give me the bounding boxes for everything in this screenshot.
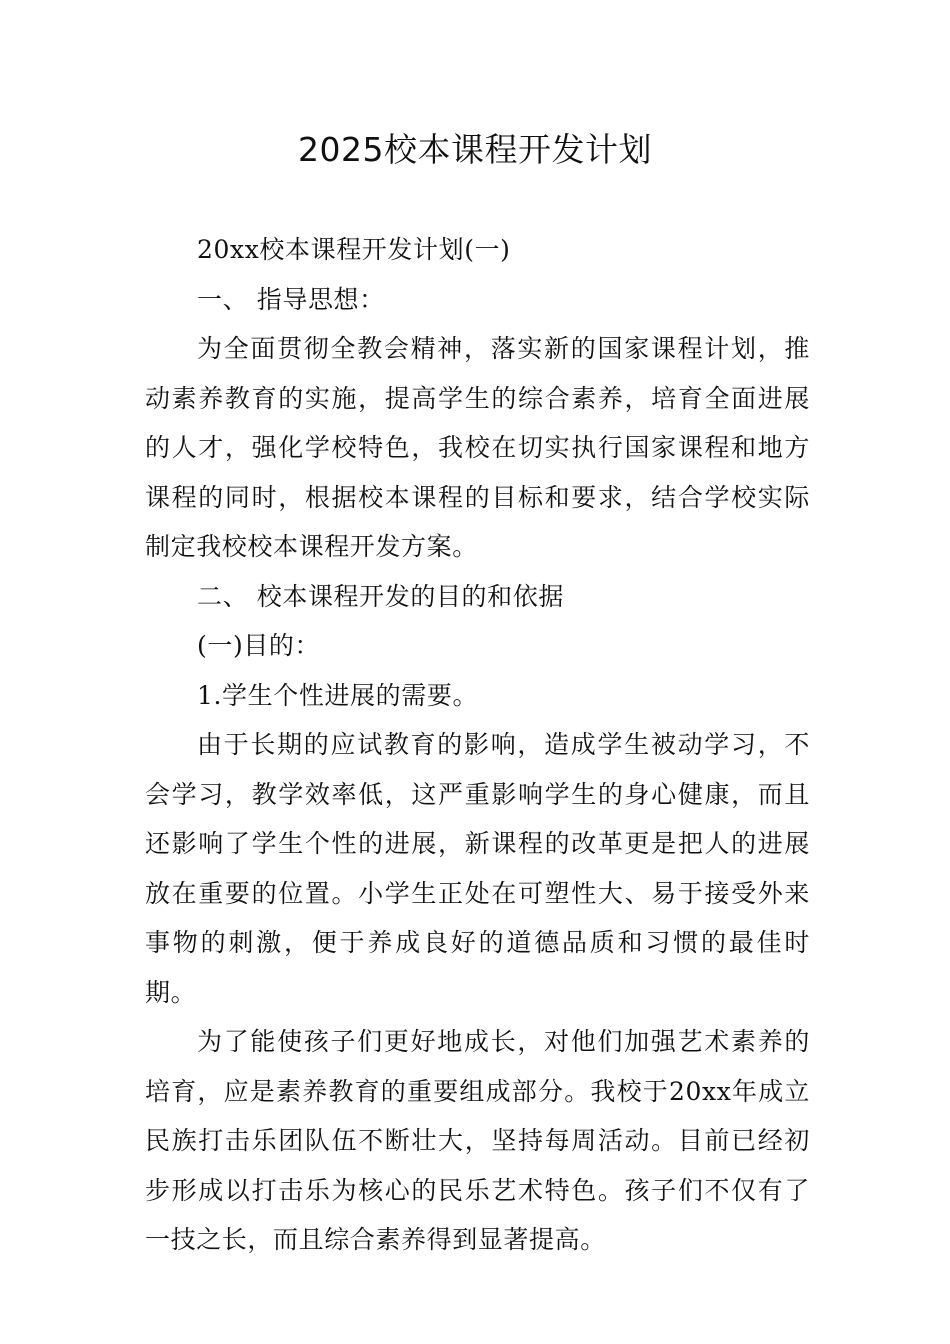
section-heading-guiding-thought: 一、 指导思想： bbox=[197, 284, 385, 314]
paragraph-guiding-thought: 为全面贯彻全教会精神，落实新的国家课程计划，推动素养教育的实施，提高学生的综合素养，培育全面进展的人才，强化学校特色，我校在切实执行国家课程和地方课程的同时，根据校本课程的目标和要求，结合学校实际制定我校校本课程开发方案。 bbox=[145, 334, 810, 561]
document-title: 2025校本课程开发计划 bbox=[298, 130, 652, 169]
paragraph-art-education: 为了能使孩子们更好地成长，对他们加强艺术素养的培育，应是素养教育的重要组成部分。我校于20xx年成立民族打击乐团队伍不断壮大，坚持每周活动。目前已经初步形成以打击乐为核心的民乐艺术特色。孩子们不仅有了一技之长，而且综合素养得到显著提高。 bbox=[145, 1027, 810, 1254]
document-body bbox=[145, 225, 810, 1265]
subsection-heading-purpose: (一)目的： bbox=[197, 631, 321, 660]
document-subtitle: 20xx校本课程开发计划(一) bbox=[197, 235, 511, 264]
item-heading-student-development: 1.学生个性进展的需要。 bbox=[197, 680, 479, 710]
paragraph-exam-education-impact: 由于长期的应试教育的影响，造成学生被动学习，不会学习，教学效率低，这严重影响学生的身心健康，而且还影响了学生个性的进展，新课程的改革更是把人的进展放在重要的位置。小学生正处在可塑性大、易于接受外来事物的刺激，便于养成良好的道德品质和习惯的最佳时期。 bbox=[145, 730, 810, 1007]
section-heading-purpose-basis: 二、 校本课程开发的目的和依据 bbox=[197, 581, 564, 611]
